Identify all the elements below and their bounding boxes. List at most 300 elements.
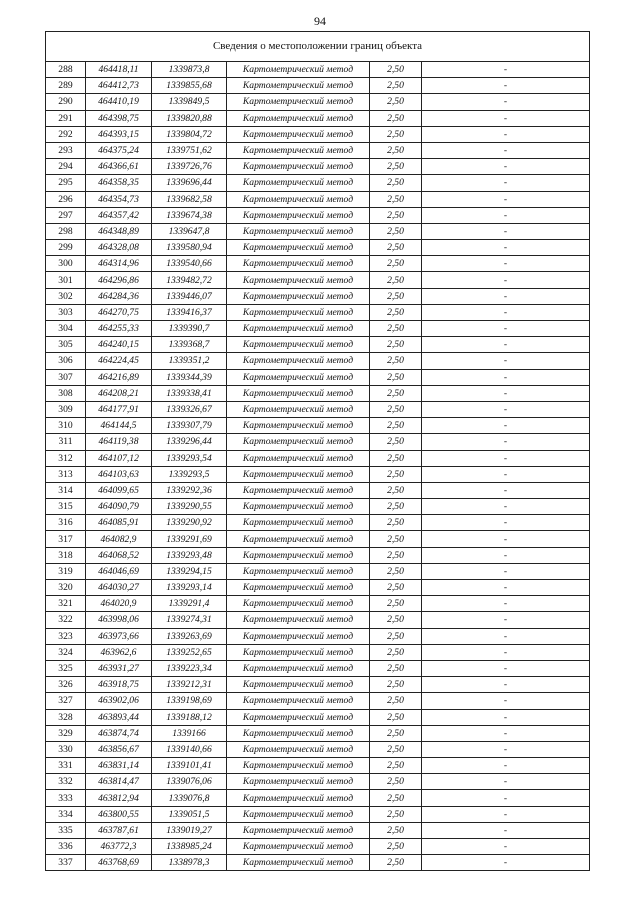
determination-method: Картометрический метод bbox=[227, 531, 370, 547]
coordinate-x: 464358,35 bbox=[86, 175, 152, 191]
point-number: 334 bbox=[46, 806, 86, 822]
description-value: - bbox=[422, 304, 590, 320]
table-row bbox=[46, 353, 590, 369]
point-number: 333 bbox=[46, 790, 86, 806]
accuracy-value: 2,50 bbox=[370, 159, 422, 175]
determination-method: Картометрический метод bbox=[227, 855, 370, 871]
description-value: - bbox=[422, 159, 590, 175]
table-row bbox=[46, 563, 590, 579]
coordinate-y: 1339076,8 bbox=[152, 790, 227, 806]
coordinate-x: 464366,61 bbox=[86, 159, 152, 175]
point-number: 311 bbox=[46, 434, 86, 450]
coordinate-y: 1339274,31 bbox=[152, 612, 227, 628]
point-number: 296 bbox=[46, 191, 86, 207]
coordinate-x: 463918,75 bbox=[86, 677, 152, 693]
point-number: 326 bbox=[46, 677, 86, 693]
accuracy-value: 2,50 bbox=[370, 110, 422, 126]
determination-method: Картометрический метод bbox=[227, 774, 370, 790]
accuracy-value: 2,50 bbox=[370, 596, 422, 612]
determination-method: Картометрический метод bbox=[227, 499, 370, 515]
description-value: - bbox=[422, 547, 590, 563]
table-row bbox=[46, 256, 590, 272]
determination-method: Картометрический метод bbox=[227, 644, 370, 660]
table-row bbox=[46, 385, 590, 401]
accuracy-value: 2,50 bbox=[370, 547, 422, 563]
coordinate-y: 1339291,4 bbox=[152, 596, 227, 612]
point-number: 303 bbox=[46, 304, 86, 320]
accuracy-value: 2,50 bbox=[370, 369, 422, 385]
coordinate-y: 1339140,66 bbox=[152, 741, 227, 757]
table-caption: Сведения о местоположении границ объекта bbox=[46, 32, 590, 62]
point-number: 300 bbox=[46, 256, 86, 272]
point-number: 324 bbox=[46, 644, 86, 660]
description-value: - bbox=[422, 418, 590, 434]
coordinate-x: 463931,27 bbox=[86, 660, 152, 676]
determination-method: Картометрический метод bbox=[227, 434, 370, 450]
determination-method: Картометрический метод bbox=[227, 628, 370, 644]
coordinate-x: 464224,45 bbox=[86, 353, 152, 369]
table-row bbox=[46, 596, 590, 612]
accuracy-value: 2,50 bbox=[370, 240, 422, 256]
coordinate-x: 464255,33 bbox=[86, 321, 152, 337]
coordinate-y: 1339293,14 bbox=[152, 580, 227, 596]
determination-method: Картометрический метод bbox=[227, 839, 370, 855]
point-number: 289 bbox=[46, 78, 86, 94]
coordinate-x: 464418,11 bbox=[86, 62, 152, 78]
accuracy-value: 2,50 bbox=[370, 401, 422, 417]
point-number: 301 bbox=[46, 272, 86, 288]
coordinate-y: 1339292,36 bbox=[152, 482, 227, 498]
accuracy-value: 2,50 bbox=[370, 741, 422, 757]
coordinate-x: 464030,27 bbox=[86, 580, 152, 596]
point-number: 323 bbox=[46, 628, 86, 644]
description-value: - bbox=[422, 725, 590, 741]
coordinate-x: 464393,15 bbox=[86, 126, 152, 142]
coordinate-x: 463800,55 bbox=[86, 806, 152, 822]
table-row bbox=[46, 159, 590, 175]
table-row bbox=[46, 660, 590, 676]
determination-method: Картометрический метод bbox=[227, 660, 370, 676]
coordinate-x: 463973,66 bbox=[86, 628, 152, 644]
coordinate-y: 1339252,65 bbox=[152, 644, 227, 660]
determination-method: Картометрический метод bbox=[227, 191, 370, 207]
accuracy-value: 2,50 bbox=[370, 806, 422, 822]
table-row bbox=[46, 223, 590, 239]
point-number: 336 bbox=[46, 839, 86, 855]
coordinate-y: 1339294,15 bbox=[152, 563, 227, 579]
coordinate-x: 463768,69 bbox=[86, 855, 152, 871]
accuracy-value: 2,50 bbox=[370, 839, 422, 855]
coordinate-x: 464082,9 bbox=[86, 531, 152, 547]
coordinate-x: 464240,15 bbox=[86, 337, 152, 353]
coordinate-y: 1339368,7 bbox=[152, 337, 227, 353]
point-number: 331 bbox=[46, 758, 86, 774]
determination-method: Картометрический метод bbox=[227, 321, 370, 337]
description-value: - bbox=[422, 272, 590, 288]
coordinate-y: 1339540,66 bbox=[152, 256, 227, 272]
description-value: - bbox=[422, 790, 590, 806]
determination-method: Картометрический метод bbox=[227, 466, 370, 482]
accuracy-value: 2,50 bbox=[370, 466, 422, 482]
accuracy-value: 2,50 bbox=[370, 62, 422, 78]
accuracy-value: 2,50 bbox=[370, 353, 422, 369]
point-number: 313 bbox=[46, 466, 86, 482]
coordinate-x: 464357,42 bbox=[86, 207, 152, 223]
point-number: 307 bbox=[46, 369, 86, 385]
determination-method: Картометрический метод bbox=[227, 272, 370, 288]
point-number: 318 bbox=[46, 547, 86, 563]
accuracy-value: 2,50 bbox=[370, 288, 422, 304]
coordinate-y: 1339307,79 bbox=[152, 418, 227, 434]
determination-method: Картометрический метод bbox=[227, 304, 370, 320]
point-number: 294 bbox=[46, 159, 86, 175]
description-value: - bbox=[422, 693, 590, 709]
accuracy-value: 2,50 bbox=[370, 499, 422, 515]
coordinate-x: 464284,36 bbox=[86, 288, 152, 304]
determination-method: Картометрический метод bbox=[227, 450, 370, 466]
description-value: - bbox=[422, 207, 590, 223]
coordinate-x: 463787,61 bbox=[86, 822, 152, 838]
accuracy-value: 2,50 bbox=[370, 758, 422, 774]
accuracy-value: 2,50 bbox=[370, 822, 422, 838]
coordinate-x: 464328,08 bbox=[86, 240, 152, 256]
coordinate-x: 464046,69 bbox=[86, 563, 152, 579]
point-number: 309 bbox=[46, 401, 86, 417]
coordinate-y: 1339580,94 bbox=[152, 240, 227, 256]
table-row bbox=[46, 191, 590, 207]
table-row bbox=[46, 644, 590, 660]
description-value: - bbox=[422, 450, 590, 466]
point-number: 314 bbox=[46, 482, 86, 498]
accuracy-value: 2,50 bbox=[370, 78, 422, 94]
accuracy-value: 2,50 bbox=[370, 207, 422, 223]
coordinate-y: 1339263,69 bbox=[152, 628, 227, 644]
accuracy-value: 2,50 bbox=[370, 725, 422, 741]
table-row bbox=[46, 741, 590, 757]
table-row bbox=[46, 94, 590, 110]
accuracy-value: 2,50 bbox=[370, 418, 422, 434]
description-value: - bbox=[422, 563, 590, 579]
accuracy-value: 2,50 bbox=[370, 385, 422, 401]
table-row bbox=[46, 725, 590, 741]
description-value: - bbox=[422, 774, 590, 790]
determination-method: Картометрический метод bbox=[227, 709, 370, 725]
description-value: - bbox=[422, 855, 590, 871]
determination-method: Картометрический метод bbox=[227, 547, 370, 563]
coordinate-x: 464410,19 bbox=[86, 94, 152, 110]
point-number: 297 bbox=[46, 207, 86, 223]
determination-method: Картометрический метод bbox=[227, 142, 370, 158]
description-value: - bbox=[422, 78, 590, 94]
point-number: 288 bbox=[46, 62, 86, 78]
description-value: - bbox=[422, 515, 590, 531]
table-caption-row bbox=[46, 32, 590, 62]
table-row bbox=[46, 78, 590, 94]
determination-method: Картометрический метод bbox=[227, 62, 370, 78]
coordinate-y: 1339051,5 bbox=[152, 806, 227, 822]
accuracy-value: 2,50 bbox=[370, 434, 422, 450]
description-value: - bbox=[422, 256, 590, 272]
accuracy-value: 2,50 bbox=[370, 628, 422, 644]
coordinate-x: 464090,79 bbox=[86, 499, 152, 515]
coordinate-x: 464068,52 bbox=[86, 547, 152, 563]
determination-method: Картометрический метод bbox=[227, 175, 370, 191]
description-value: - bbox=[422, 353, 590, 369]
point-number: 308 bbox=[46, 385, 86, 401]
table-row bbox=[46, 758, 590, 774]
coordinate-x: 463902,06 bbox=[86, 693, 152, 709]
determination-method: Картометрический метод bbox=[227, 256, 370, 272]
coordinate-y: 1339198,69 bbox=[152, 693, 227, 709]
table-row bbox=[46, 709, 590, 725]
accuracy-value: 2,50 bbox=[370, 337, 422, 353]
determination-method: Картометрический метод bbox=[227, 741, 370, 757]
description-value: - bbox=[422, 839, 590, 855]
description-value: - bbox=[422, 288, 590, 304]
coordinate-x: 464314,96 bbox=[86, 256, 152, 272]
coordinate-y: 1339804,72 bbox=[152, 126, 227, 142]
determination-method: Картометрический метод bbox=[227, 159, 370, 175]
description-value: - bbox=[422, 369, 590, 385]
point-number: 292 bbox=[46, 126, 86, 142]
point-number: 306 bbox=[46, 353, 86, 369]
accuracy-value: 2,50 bbox=[370, 855, 422, 871]
point-number: 327 bbox=[46, 693, 86, 709]
table-row bbox=[46, 369, 590, 385]
description-value: - bbox=[422, 240, 590, 256]
accuracy-value: 2,50 bbox=[370, 709, 422, 725]
description-value: - bbox=[422, 758, 590, 774]
page-number: 94 bbox=[314, 14, 326, 28]
accuracy-value: 2,50 bbox=[370, 304, 422, 320]
coordinate-y: 1339101,41 bbox=[152, 758, 227, 774]
coordinate-x: 464412,73 bbox=[86, 78, 152, 94]
determination-method: Картометрический метод bbox=[227, 580, 370, 596]
coordinate-x: 464398,75 bbox=[86, 110, 152, 126]
coordinate-x: 463812,94 bbox=[86, 790, 152, 806]
coordinate-y: 1339223,34 bbox=[152, 660, 227, 676]
table-row bbox=[46, 531, 590, 547]
coordinate-y: 1339019,27 bbox=[152, 822, 227, 838]
accuracy-value: 2,50 bbox=[370, 142, 422, 158]
point-number: 299 bbox=[46, 240, 86, 256]
accuracy-value: 2,50 bbox=[370, 482, 422, 498]
accuracy-value: 2,50 bbox=[370, 660, 422, 676]
table-row bbox=[46, 628, 590, 644]
determination-method: Картометрический метод bbox=[227, 677, 370, 693]
coordinate-y: 1339290,55 bbox=[152, 499, 227, 515]
determination-method: Картометрический метод bbox=[227, 385, 370, 401]
determination-method: Картометрический метод bbox=[227, 515, 370, 531]
determination-method: Картометрический метод bbox=[227, 401, 370, 417]
determination-method: Картометрический метод bbox=[227, 110, 370, 126]
coordinate-y: 1339726,76 bbox=[152, 159, 227, 175]
accuracy-value: 2,50 bbox=[370, 644, 422, 660]
table-row bbox=[46, 806, 590, 822]
determination-method: Картометрический метод bbox=[227, 725, 370, 741]
coordinate-y: 1339291,69 bbox=[152, 531, 227, 547]
description-value: - bbox=[422, 466, 590, 482]
accuracy-value: 2,50 bbox=[370, 450, 422, 466]
table-row bbox=[46, 499, 590, 515]
determination-method: Картометрический метод bbox=[227, 207, 370, 223]
description-value: - bbox=[422, 175, 590, 191]
coordinate-x: 464348,89 bbox=[86, 223, 152, 239]
description-value: - bbox=[422, 126, 590, 142]
table-row bbox=[46, 126, 590, 142]
determination-method: Картометрический метод bbox=[227, 223, 370, 239]
table-row bbox=[46, 288, 590, 304]
coordinate-y: 1339188,12 bbox=[152, 709, 227, 725]
description-value: - bbox=[422, 321, 590, 337]
point-number: 320 bbox=[46, 580, 86, 596]
description-value: - bbox=[422, 434, 590, 450]
accuracy-value: 2,50 bbox=[370, 677, 422, 693]
description-value: - bbox=[422, 822, 590, 838]
description-value: - bbox=[422, 385, 590, 401]
determination-method: Картометрический метод bbox=[227, 563, 370, 579]
coordinate-x: 464208,21 bbox=[86, 385, 152, 401]
description-value: - bbox=[422, 596, 590, 612]
accuracy-value: 2,50 bbox=[370, 256, 422, 272]
accuracy-value: 2,50 bbox=[370, 563, 422, 579]
determination-method: Картометрический метод bbox=[227, 240, 370, 256]
point-number: 310 bbox=[46, 418, 86, 434]
table-row bbox=[46, 337, 590, 353]
accuracy-value: 2,50 bbox=[370, 693, 422, 709]
description-value: - bbox=[422, 741, 590, 757]
determination-method: Картометрический метод bbox=[227, 418, 370, 434]
description-value: - bbox=[422, 337, 590, 353]
description-value: - bbox=[422, 677, 590, 693]
coordinate-x: 464103,63 bbox=[86, 466, 152, 482]
table-row bbox=[46, 418, 590, 434]
coordinate-x: 463874,74 bbox=[86, 725, 152, 741]
table-row bbox=[46, 450, 590, 466]
determination-method: Картометрический метод bbox=[227, 790, 370, 806]
coordinate-y: 1338985,24 bbox=[152, 839, 227, 855]
coordinate-y: 1339416,37 bbox=[152, 304, 227, 320]
accuracy-value: 2,50 bbox=[370, 191, 422, 207]
determination-method: Картометрический метод bbox=[227, 94, 370, 110]
table-row bbox=[46, 207, 590, 223]
point-number: 317 bbox=[46, 531, 86, 547]
determination-method: Картометрический метод bbox=[227, 612, 370, 628]
point-number: 312 bbox=[46, 450, 86, 466]
point-number: 330 bbox=[46, 741, 86, 757]
coordinate-y: 1339696,44 bbox=[152, 175, 227, 191]
coordinate-y: 1339293,54 bbox=[152, 450, 227, 466]
description-value: - bbox=[422, 709, 590, 725]
description-value: - bbox=[422, 401, 590, 417]
description-value: - bbox=[422, 110, 590, 126]
accuracy-value: 2,50 bbox=[370, 790, 422, 806]
description-value: - bbox=[422, 531, 590, 547]
accuracy-value: 2,50 bbox=[370, 612, 422, 628]
description-value: - bbox=[422, 191, 590, 207]
accuracy-value: 2,50 bbox=[370, 175, 422, 191]
table-row bbox=[46, 466, 590, 482]
accuracy-value: 2,50 bbox=[370, 321, 422, 337]
point-number: 293 bbox=[46, 142, 86, 158]
coordinate-x: 464085,91 bbox=[86, 515, 152, 531]
table-row bbox=[46, 822, 590, 838]
point-number: 305 bbox=[46, 337, 86, 353]
coordinate-x: 463893,44 bbox=[86, 709, 152, 725]
coordinate-x: 463998,06 bbox=[86, 612, 152, 628]
coordinate-y: 1339682,58 bbox=[152, 191, 227, 207]
coordinate-y: 1339296,44 bbox=[152, 434, 227, 450]
coordinate-y: 1338978,3 bbox=[152, 855, 227, 871]
coordinate-y: 1339647,8 bbox=[152, 223, 227, 239]
coordinate-y: 1339212,31 bbox=[152, 677, 227, 693]
description-value: - bbox=[422, 142, 590, 158]
table-row bbox=[46, 482, 590, 498]
table-row bbox=[46, 401, 590, 417]
coordinate-y: 1339446,07 bbox=[152, 288, 227, 304]
coordinate-x: 464020,9 bbox=[86, 596, 152, 612]
coordinate-y: 1339351,2 bbox=[152, 353, 227, 369]
determination-method: Картометрический метод bbox=[227, 126, 370, 142]
coordinate-x: 464296,86 bbox=[86, 272, 152, 288]
description-value: - bbox=[422, 628, 590, 644]
accuracy-value: 2,50 bbox=[370, 94, 422, 110]
determination-method: Картометрический метод bbox=[227, 337, 370, 353]
coordinate-y: 1339344,39 bbox=[152, 369, 227, 385]
table-row bbox=[46, 612, 590, 628]
accuracy-value: 2,50 bbox=[370, 515, 422, 531]
coordinate-y: 1339076,06 bbox=[152, 774, 227, 790]
determination-method: Картометрический метод bbox=[227, 369, 370, 385]
table-row bbox=[46, 693, 590, 709]
point-number: 337 bbox=[46, 855, 86, 871]
coordinate-y: 1339849,5 bbox=[152, 94, 227, 110]
point-number: 295 bbox=[46, 175, 86, 191]
description-value: - bbox=[422, 62, 590, 78]
point-number: 315 bbox=[46, 499, 86, 515]
coordinate-y: 1339873,8 bbox=[152, 62, 227, 78]
table-row bbox=[46, 240, 590, 256]
accuracy-value: 2,50 bbox=[370, 531, 422, 547]
determination-method: Картометрический метод bbox=[227, 482, 370, 498]
coordinate-x: 463831,14 bbox=[86, 758, 152, 774]
accuracy-value: 2,50 bbox=[370, 126, 422, 142]
determination-method: Картометрический метод bbox=[227, 288, 370, 304]
description-value: - bbox=[422, 482, 590, 498]
coordinate-x: 464099,65 bbox=[86, 482, 152, 498]
point-number: 325 bbox=[46, 660, 86, 676]
coordinate-x: 464270,75 bbox=[86, 304, 152, 320]
boundary-table-sheet bbox=[45, 31, 589, 871]
table-row bbox=[46, 434, 590, 450]
coordinate-x: 464177,91 bbox=[86, 401, 152, 417]
coordinate-x: 464119,38 bbox=[86, 434, 152, 450]
description-value: - bbox=[422, 499, 590, 515]
table-row bbox=[46, 304, 590, 320]
table-row bbox=[46, 839, 590, 855]
table-row bbox=[46, 321, 590, 337]
point-number: 335 bbox=[46, 822, 86, 838]
table-row bbox=[46, 110, 590, 126]
coordinate-x: 463772,3 bbox=[86, 839, 152, 855]
point-number: 322 bbox=[46, 612, 86, 628]
point-number: 316 bbox=[46, 515, 86, 531]
accuracy-value: 2,50 bbox=[370, 580, 422, 596]
coordinate-y: 1339293,5 bbox=[152, 466, 227, 482]
point-number: 321 bbox=[46, 596, 86, 612]
coordinate-x: 464144,5 bbox=[86, 418, 152, 434]
description-value: - bbox=[422, 644, 590, 660]
